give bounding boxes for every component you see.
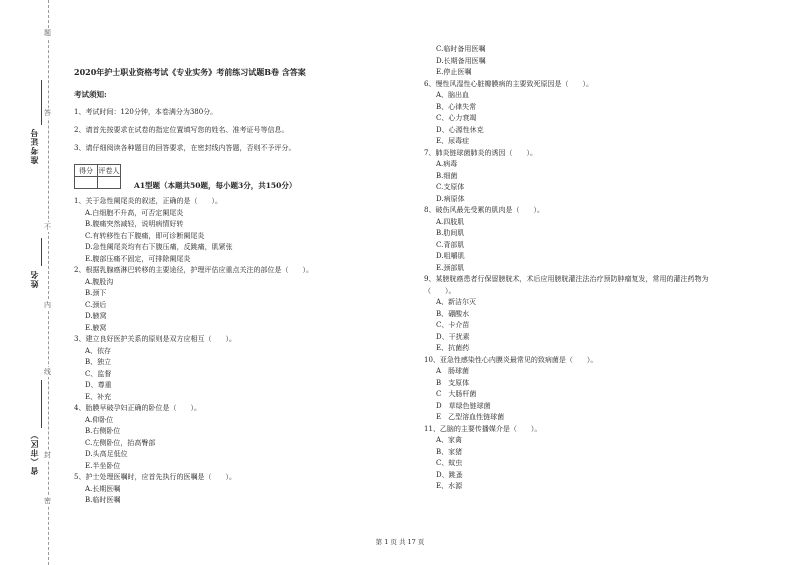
- question-line: C 大肠杆菌: [436, 390, 477, 398]
- notice-heading: 考试须知:: [74, 90, 107, 99]
- question-line: （ ）。: [424, 286, 456, 295]
- question-line: E.半坐卧位: [85, 461, 121, 470]
- question-line: A.仰卧位: [85, 415, 114, 424]
- region-label: 省（市区）: [29, 430, 39, 475]
- question-line: A、脑出血: [436, 91, 470, 99]
- name-fill-line: [41, 238, 42, 266]
- question-line: C、监督: [85, 369, 112, 378]
- question-stem: 9、某膀胱癌患者行保留膀胱术，术后应用膀胱灌注法治疗预防肿瘤复发，常用的灌注药物为: [424, 275, 709, 283]
- question-line: D.病原体: [436, 194, 465, 203]
- question-line: E 乙型溶血性链球菌: [436, 413, 505, 421]
- question-line: D.急性阑尾炎均有右下腹压痛，反跳痛，肌紧张: [85, 243, 233, 251]
- region-fill-line: [41, 380, 42, 428]
- seal-char: 答: [44, 109, 51, 117]
- question-line: B、独立: [85, 358, 112, 366]
- question-line: C.颈后: [85, 300, 107, 309]
- question-line: B、心律失常: [436, 102, 477, 111]
- question-line: A、依存: [85, 346, 112, 355]
- question-line: C、蚊虫: [436, 459, 463, 467]
- page-footer: 第 1 页 共 17 页: [375, 538, 425, 546]
- question-line: A 肠球菌: [436, 367, 470, 375]
- question-line: D.咀嚼肌: [436, 252, 465, 260]
- question-line: B.肋间肌: [436, 229, 465, 237]
- question-line: E.腹部压痛不固定，可排除阑尾炎: [85, 254, 191, 263]
- exam-no-fill-line: [41, 80, 42, 125]
- question-line: D.腋窝: [85, 312, 107, 320]
- question-stem: 4、胎膜早破孕妇正确的卧位是（ ）。: [74, 404, 201, 412]
- question-line: C、心力衰竭: [436, 114, 477, 122]
- question-line: D、心源性休克: [436, 125, 484, 134]
- question-line: C.背部肌: [436, 240, 465, 249]
- question-line: A、新洁尔灭: [436, 298, 477, 306]
- question-line: B.临时医嘱: [85, 496, 121, 504]
- grader-cell[interactable]: [98, 177, 121, 189]
- question-line: E.腋窝: [85, 323, 107, 332]
- question-line: D、干扰素: [436, 332, 470, 341]
- question-stem: 1、关于急性阑尾炎的叙述，正确的是（ ）。: [74, 197, 222, 205]
- question-line: B.颈下: [85, 289, 107, 297]
- notice-item: 3、请仔细阅读各种题目的回答要求，在密封线内答题，否则不予评分。: [74, 144, 296, 152]
- seal-char: 密: [44, 497, 51, 505]
- question-line: C.左侧卧位，抬高臀部: [85, 438, 156, 447]
- exam-title: 2020年护士职业资格考试《专业实务》考前练习试题B卷 含答案: [74, 67, 306, 77]
- exam-no-label: 准考证号: [29, 128, 39, 164]
- question-line: B.腹痛突然减轻，说明病情好转: [85, 220, 184, 228]
- question-line: A.四肢肌: [436, 217, 465, 226]
- question-line: A.病毒: [436, 160, 458, 168]
- score-cell[interactable]: [75, 177, 98, 189]
- seal-char: 内: [44, 301, 51, 309]
- section-a1-heading: A1型题（本题共50题，每小题3分，共150分）: [134, 181, 297, 190]
- question-line: E、水源: [436, 482, 463, 490]
- question-stem: 8、破伤风最先受累的肌肉是（ ）。: [424, 206, 544, 214]
- question-line: A、家禽: [436, 436, 463, 444]
- question-line: D.头高足低位: [85, 450, 128, 458]
- seal-char: 不: [44, 223, 51, 231]
- question-line: B.细菌: [436, 171, 458, 180]
- question-line: E.停止医嘱: [436, 68, 472, 76]
- notice-item: 1、考试时间：120分钟，本卷满分为380分。: [74, 108, 218, 116]
- question-stem: 5、护士处理医嘱时，应首先执行的医嘱是（ ）。: [74, 473, 236, 481]
- question-line: B、硼酸水: [436, 309, 470, 318]
- question-line: E、抗菌药: [436, 344, 470, 352]
- grader-header: 评卷人: [98, 166, 120, 175]
- question-line: A.白细胞不升高，可否定阑尾炎: [85, 208, 184, 217]
- question-line: E.颈部肌: [436, 263, 465, 272]
- binding-margin: [0, 0, 60, 565]
- question-stem: 3、建立良好医护关系的原则是双方应相互（ ）。: [74, 335, 236, 343]
- question-line: A.腹股沟: [85, 277, 114, 286]
- seal-char: 题: [44, 29, 51, 37]
- question-stem: 11、乙脑的主要传播媒介是（ ）。: [424, 424, 542, 433]
- question-line: A.长期医嘱: [85, 484, 121, 493]
- question-line: C.支原体: [436, 183, 465, 191]
- question-line: B、家猪: [436, 447, 463, 456]
- question-line: C、卡介苗: [436, 321, 470, 329]
- question-line: D 草绿色链球菌: [436, 401, 491, 410]
- question-stem: 6、慢性风湿性心脏瓣膜病的主要致死原因是（ ）。: [424, 79, 593, 88]
- score-table: [74, 164, 121, 189]
- name-label: 姓名: [29, 270, 39, 288]
- question-stem: 2、根据乳腺癌淋巴转移的主要途径，护理评估应重点关注的部位是（ ）。: [74, 266, 313, 274]
- question-line: C.有转移性右下腹痛，即可诊断阑尾炎: [85, 231, 205, 240]
- question-line: B.右侧卧位: [85, 427, 121, 435]
- notice-item: 2、请首先按要求在试卷的指定位置填写您的姓名、准考证号等信息。: [74, 126, 289, 134]
- question-line: E、补充: [85, 392, 112, 401]
- seal-char: 封: [44, 451, 51, 459]
- question-line: E、尿毒症: [436, 137, 470, 145]
- question-stem: 7、肺炎链球菌肺炎的诱因（ ）。: [424, 148, 537, 157]
- question-line: D、尊重: [85, 381, 112, 389]
- question-line: C.临时备用医嘱: [436, 45, 486, 53]
- question-line: B 支原体: [436, 378, 470, 387]
- score-header: 得分: [75, 165, 98, 177]
- question-stem: 10、亚急性感染性心内膜炎最常见的致病菌是（ ）。: [424, 355, 598, 364]
- question-line: D.长期备用医嘱: [436, 56, 486, 65]
- seal-dashed-line: [48, 0, 49, 565]
- seal-char: 线: [44, 368, 51, 376]
- question-line: D、跳蚤: [436, 470, 463, 479]
